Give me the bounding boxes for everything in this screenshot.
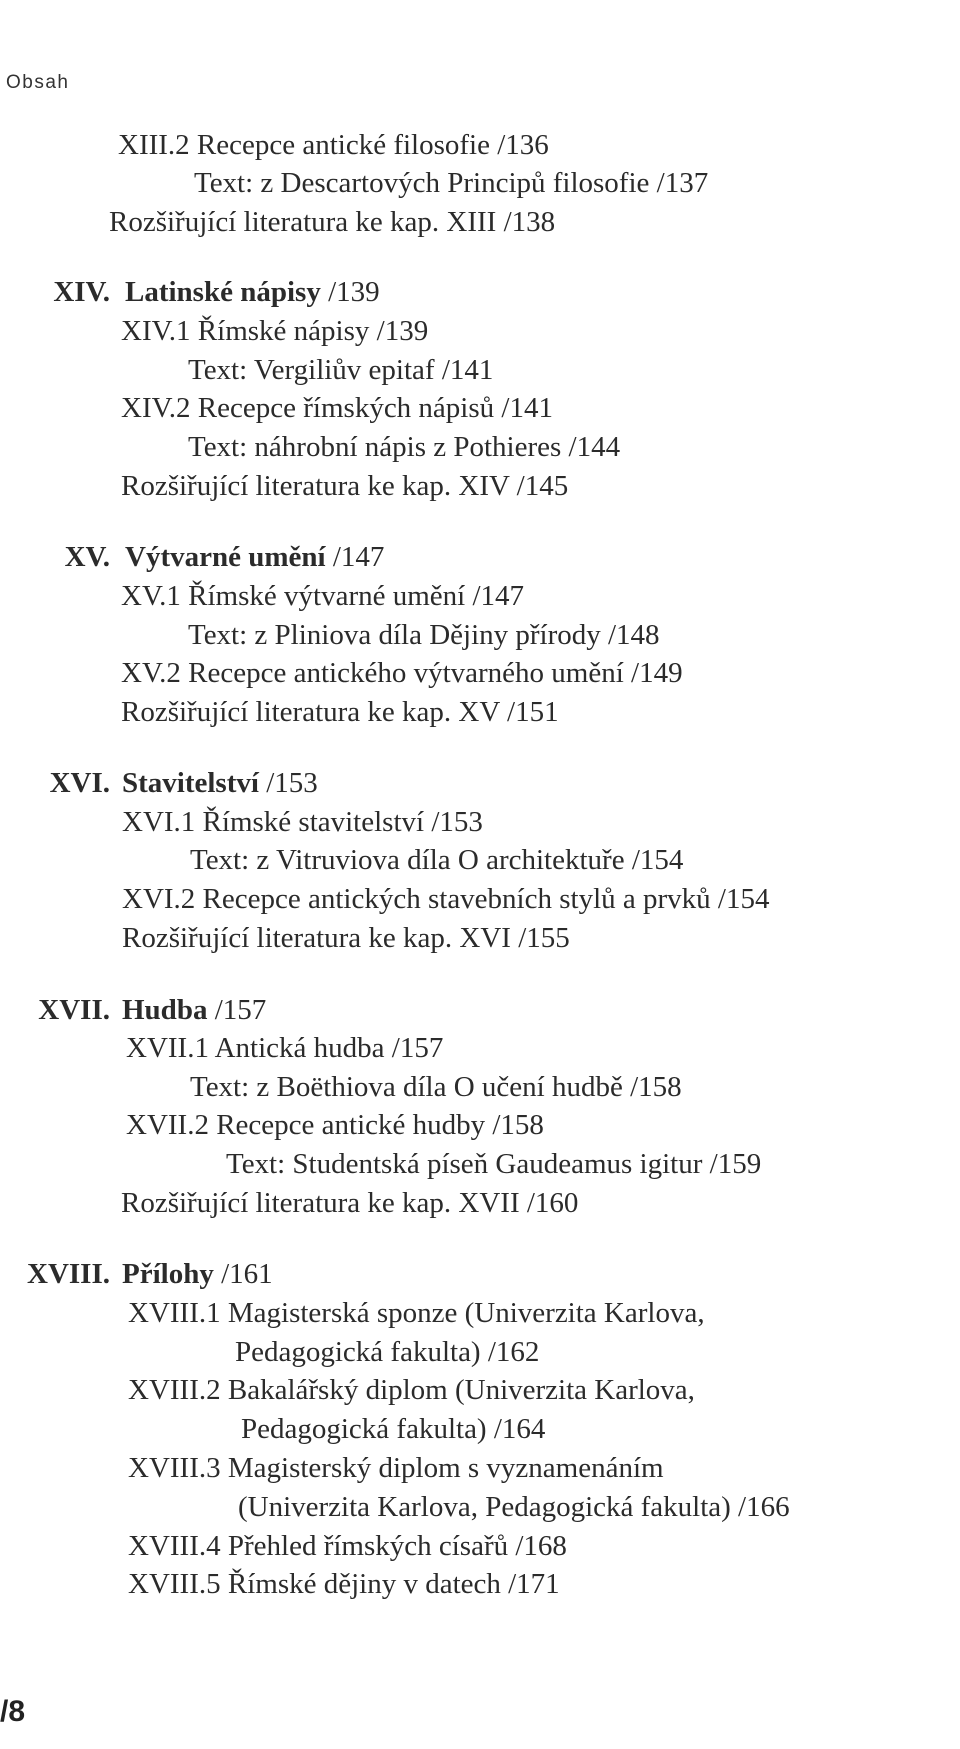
chapter-title: Přílohy	[122, 1258, 214, 1290]
chapter-number: XVI.	[49, 767, 110, 799]
chapter-heading[interactable]	[125, 540, 384, 574]
chapter-number: XVIII.	[27, 1258, 110, 1290]
chapter-page: /161	[213, 1258, 273, 1290]
toc-entry-literature[interactable]: Rozšiřující literatura ke kap. XIV /145	[121, 470, 569, 502]
toc-entry-text[interactable]: Text: náhrobní nápis z Pothieres /144	[188, 431, 621, 463]
toc-entry[interactable]: XIV.2 Recepce římských nápisů /141	[121, 392, 553, 424]
chapter-heading[interactable]	[125, 275, 380, 309]
toc-entry[interactable]: XVIII.5 Římské dějiny v datech /171	[128, 1568, 560, 1600]
toc-entry-text[interactable]: Text: z Pliniova díla Dějiny přírody /148	[188, 619, 660, 651]
toc-entry-text[interactable]: Text: z Boëthiova díla O učení hudbě /158	[190, 1071, 682, 1103]
toc-entry-literature[interactable]: Rozšiřující literatura ke kap. XVI /155	[122, 922, 570, 954]
chapter-title: Latinské nápisy	[125, 276, 321, 308]
toc-entry[interactable]: XVI.1 Římské stavitelství /153	[122, 806, 483, 838]
toc-entry[interactable]: XVIII.1 Magisterská sponze (Univerzita Karlova,	[128, 1297, 705, 1329]
chapter-number: XVII.	[38, 994, 110, 1026]
chapter-heading[interactable]	[122, 766, 318, 800]
chapter-page: /139	[320, 276, 380, 308]
toc-entry[interactable]: XV.2 Recepce antického výtvarného umění /149	[121, 657, 683, 689]
toc-entry[interactable]: XVIII.2 Bakalářský diplom (Univerzita Karlova,	[128, 1374, 695, 1406]
chapter-number: XV.	[64, 541, 110, 573]
chapter-title: Výtvarné umění	[125, 541, 326, 573]
toc-entry-literature[interactable]: Rozšiřující literatura ke kap. XVII /160	[121, 1187, 579, 1219]
toc-entry[interactable]: XIV.1 Římské nápisy /139	[121, 315, 429, 347]
chapter-page: /153	[258, 767, 318, 799]
section-header: Obsah	[6, 72, 70, 93]
chapter-heading[interactable]	[122, 1257, 273, 1291]
chapter-page: /147	[325, 541, 385, 573]
toc-entry-continuation[interactable]: Pedagogická fakulta) /162	[235, 1336, 540, 1368]
chapter-title: Stavitelství	[122, 767, 259, 799]
page-number: /8	[0, 1695, 26, 1728]
toc-entry-text[interactable]: Text: z Vitruviova díla O architektuře /154	[190, 844, 684, 876]
chapter-title: Hudba	[122, 994, 208, 1026]
chapter-page: /157	[207, 994, 267, 1026]
toc-entry[interactable]: XVII.1 Antická hudba /157	[126, 1032, 444, 1064]
chapter-number: XIV.	[53, 276, 110, 308]
toc-entry-literature[interactable]: Rozšiřující literatura ke kap. XIII /138	[109, 206, 556, 238]
toc-entry[interactable]: XVIII.4 Přehled římských císařů /168	[128, 1530, 567, 1562]
toc-entry-text[interactable]: Text: Studentská píseň Gaudeamus igitur /159	[226, 1148, 762, 1180]
toc-entry-text[interactable]: Text: Vergiliův epitaf /141	[188, 354, 494, 386]
toc-entry[interactable]: XIII.2 Recepce antické filosofie /136	[118, 129, 549, 161]
toc-entry-continuation[interactable]: (Univerzita Karlova, Pedagogická fakulta) /166	[238, 1491, 790, 1523]
toc-entry[interactable]: XVIII.3 Magisterský diplom s vyznamenáním	[128, 1452, 664, 1484]
toc-entry-text[interactable]: Text: z Descartových Principů filosofie /137	[194, 167, 709, 199]
chapter-heading[interactable]	[122, 993, 266, 1027]
toc-entry[interactable]: XVII.2 Recepce antické hudby /158	[126, 1109, 544, 1141]
toc-entry-literature[interactable]: Rozšiřující literatura ke kap. XV /151	[121, 696, 559, 728]
toc-entry[interactable]: XVI.2 Recepce antických stavebních stylů a prvků /154	[122, 883, 770, 915]
toc-entry[interactable]: XV.1 Římské výtvarné umění /147	[121, 580, 525, 612]
toc-entry-continuation[interactable]: Pedagogická fakulta) /164	[241, 1413, 546, 1445]
